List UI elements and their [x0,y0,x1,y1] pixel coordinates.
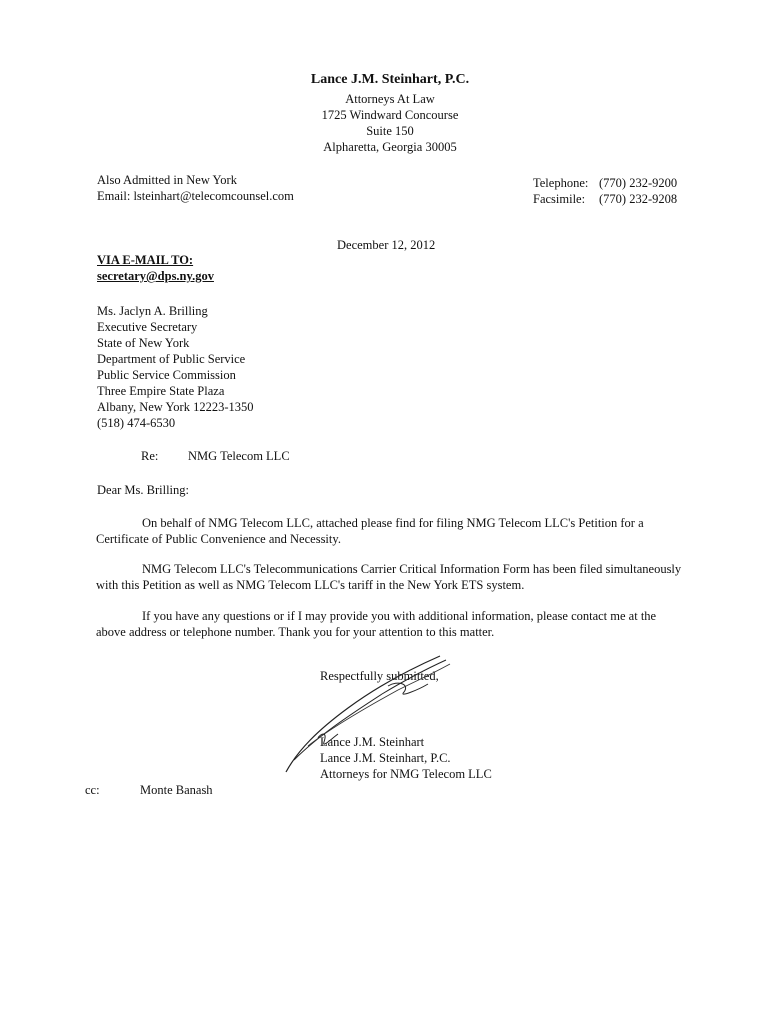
cc-label: cc: [85,783,100,797]
closing: Respectfully submitted, [320,669,439,683]
recipient-line: Department of Public Service [97,352,246,366]
address-line-1: 1725 Windward Concourse [321,108,459,122]
facsimile-number: (770) 232-9208 [599,192,678,206]
re-label: Re: [141,449,159,463]
address-line-3: Alpharetta, Georgia 30005 [323,140,457,154]
salutation: Dear Ms. Brilling: [97,483,190,497]
recipient-line: Albany, New York 12223-1350 [97,400,254,414]
cc-name: Monte Banash [140,783,213,797]
firm-subtitle: Attorneys At Law [345,92,435,106]
signer-name: Lance J.M. Steinhart [320,735,425,749]
via-label: VIA E-MAIL TO: [97,253,194,267]
firm-name: Lance J.M. Steinhart, P.C. [310,72,470,87]
recipient-line: Ms. Jaclyn A. Brilling [97,304,208,318]
via-email: secretary@dps.ny.gov [97,269,214,283]
signer-firm: Lance J.M. Steinhart, P.C. [320,751,451,765]
recipient-line: Public Service Commission [97,368,236,382]
letter-date: December 12, 2012 [337,238,436,252]
recipient-line: Three Empire State Plaza [97,384,225,398]
recipient-line: Executive Secretary [97,320,198,334]
re-subject: NMG Telecom LLC [188,449,290,463]
address-line-2: Suite 150 [366,124,414,138]
body-paragraph: NMG Telecom LLC's Telecommunications Carrier Critical Information Form has been filed simultaneously with this Petition as well as NMG Telecom LLC's tariff in the New York ETS system. [96,562,682,592]
telephone-label: Telephone: [533,176,589,190]
email-line: Email: lsteinhart@telecomcounsel.com [97,189,294,203]
recipient-line: State of New York [97,336,190,350]
body-paragraph: If you have any questions or if I may provide you with additional information, please contact me at the above address or telephone number. Thank you for your attention to this matter. [96,609,657,639]
recipient-line: (518) 474-6530 [97,416,176,430]
telephone-number: (770) 232-9200 [599,176,678,190]
body-paragraph: On behalf of NMG Telecom LLC, attached please find for filing NMG Telecom LLC's Petition for a Certificate of Public Convenience and Necessity. [96,516,644,546]
signer-role: Attorneys for NMG Telecom LLC [320,767,492,781]
admitted-note: Also Admitted in New York [97,173,237,187]
facsimile-label: Facsimile: [533,192,586,206]
